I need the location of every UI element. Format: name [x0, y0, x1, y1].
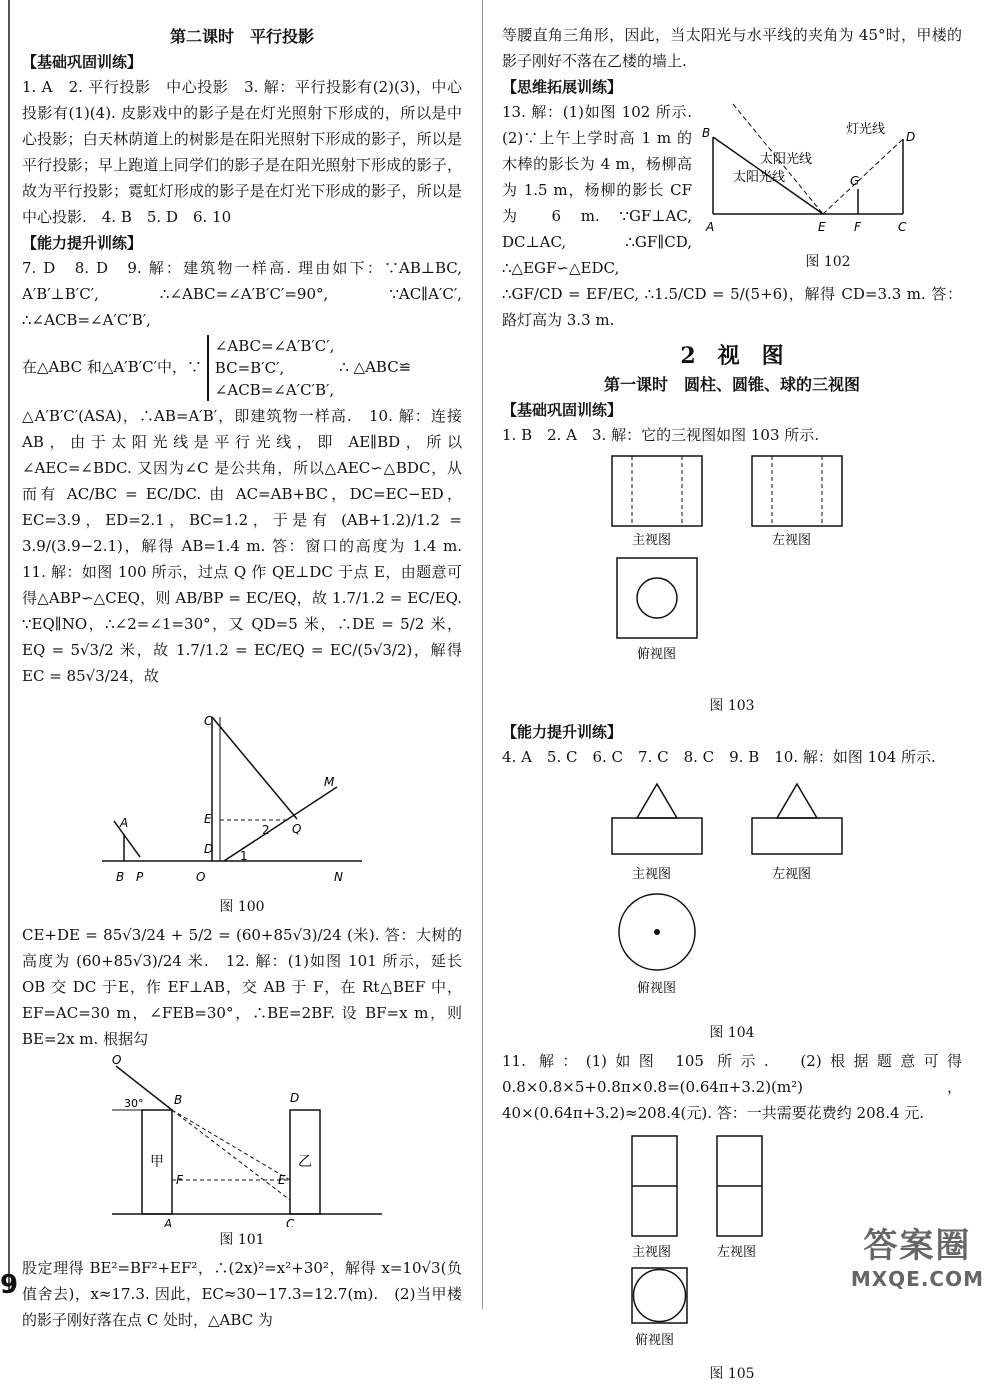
svg-text:1: 1 [240, 849, 248, 863]
angle-label: 30° [124, 1097, 144, 1110]
sun-line-label: 太阳光线 [760, 152, 813, 167]
figure-caption: 图 100 [219, 899, 265, 915]
svg-text:C: C [204, 714, 213, 728]
watermark-title: 答案圈 [863, 1226, 972, 1266]
svg-text:A: A [120, 816, 129, 830]
system-line: BC=B′C′, [214, 359, 285, 377]
figure-caption: 图 104 [709, 1025, 755, 1041]
ability-training-heading: 【能力提升训练】 [22, 234, 143, 252]
svg-text:B: B [702, 126, 711, 140]
svg-text:E: E [818, 220, 826, 234]
answer-paragraph: CE+DE = 85√3/24 + 5/2 = (60+85√3)/24 (米). 答：大树的高度为 (60+85√3)/24 米. 12. 解：(1)如图 101 所示，延长 OB 交 DC 于E，作 EF⊥AB，交 AB 于 F，在 Rt△BEF 中，EF=AC=30 m，∠FEB=30°，∴BE=2BF. 设 BF=x m，则 BE=2x m. 根据勾 [22, 926, 462, 1048]
building-yi-label: 乙 [298, 1154, 312, 1170]
figure-100 [92, 689, 392, 894]
chapter-title: 2 视 图 [680, 343, 784, 369]
system-line: ∠ABC=∠A′B′C′, [214, 337, 335, 355]
figure-caption: 图 101 [219, 1232, 265, 1248]
svg-text:N: N [334, 870, 343, 884]
figure-105 [582, 1126, 882, 1361]
svg-text:O: O [196, 870, 206, 884]
lesson-subtitle: 第一课时 圆柱、圆锥、球的三视图 [603, 375, 860, 394]
answer-paragraph: 股定理得 BE²=BF²+EF²，∴(2x)²=x²+30²，解得 x=10√3(负值舍去)，x≈17.3. 因此，EC≈30−17.3=12.7(m). (2)当甲楼的影子刚好落在点 C 处时，△ABC 为 [22, 1259, 462, 1329]
svg-text:D: D [204, 842, 214, 856]
svg-text:D: D [906, 130, 916, 144]
svg-text:A: A [164, 1217, 173, 1227]
left-column [22, 22, 478, 1333]
svg-text:G: G [850, 174, 860, 188]
watermark [851, 1218, 984, 1291]
expand-training-heading: 【思维拓展训练】 [502, 78, 623, 96]
system-line: ∠ACB=∠A′C′B′, [214, 381, 335, 399]
svg-text:D: D [290, 1091, 300, 1105]
watermark-url: MXQE.COM [850, 1267, 984, 1291]
svg-text:M: M [324, 775, 335, 789]
svg-text:B: B [116, 870, 125, 884]
front-view-label: 主视图 [632, 867, 672, 882]
answer-paragraph: 13. 解：(1)如图 102 所示. (2)∵上午上学时高 1 m 的木棒的影长为 4 m，杨柳高为 1.5 m，杨柳的影长 CF 为 6 m. ∵GF⊥AC, DC⊥AC, ∴GF∥CD, ∴△EGF∽△EDC, [502, 103, 708, 277]
basic-training-heading: 【基础巩固训练】 [502, 401, 623, 419]
top-view-label: 俯视图 [637, 981, 677, 996]
svg-text:Q: Q [292, 822, 302, 836]
system-intro: 在△ABC 和△A′B′C′中，∵ [22, 358, 203, 376]
answer-paragraph: 1. A 2. 平行投影 中心投影 3. 解：平行投影有(2)(3)，中心投影有(1)(4). 皮影戏中的影子是在灯光照射下形成的，所以是中心投影；白天林荫道上的树影是在阳光照射下形成的影子，所以是平行投影；早上跑道上同学们的影子是在阳光照射下形成的影子，故为平行投影；霓虹灯形成的影子是在灯光下形成的影子，所以是中心投影. 4. B 5. D 6. 10 [22, 78, 462, 226]
figure-caption: 图 105 [709, 1366, 755, 1382]
left-view-label: 左视图 [717, 1245, 757, 1260]
section-title: 第二课时 平行投影 [169, 27, 314, 46]
light-line-label: 灯光线 [846, 122, 886, 137]
equation-system [207, 335, 335, 401]
figure-caption: 图 102 [805, 254, 851, 270]
figure-101 [92, 1052, 392, 1227]
sun-line-label: 太阳光线 [733, 170, 786, 185]
left-view-label: 左视图 [772, 867, 812, 882]
answer-paragraph: 11. 解：(1)如图 105 所示. (2)根据题意可得 0.8×0.8×5+0.8π×0.8=(0.64π+3.2)(m²)，40×(0.64π+3.2)≈208.4(元). 答：一共需要花费约 208.4 元. [502, 1052, 962, 1122]
figure-103 [582, 448, 882, 693]
basic-training-heading: 【基础巩固训练】 [22, 53, 143, 71]
right-column [502, 22, 962, 1389]
page-number: 9 [0, 1270, 19, 1300]
answer-paragraph: 等腰直角三角形，因此，当太阳光与水平线的夹角为 45°时，甲楼的影子刚好不落在乙楼的墙上. [502, 26, 962, 70]
svg-text:C: C [286, 1217, 295, 1227]
answer-paragraph: 1. B 2. A 3. 解：它的三视图如图 103 所示. [502, 426, 820, 444]
ability-training-heading: 【能力提升训练】 [502, 723, 623, 741]
figure-102 [698, 99, 958, 249]
front-view-label: 主视图 [632, 1245, 672, 1260]
congruence-system [22, 335, 462, 401]
front-view-label: 主视图 [632, 533, 672, 548]
svg-text:F: F [176, 1173, 183, 1187]
q13-block [502, 99, 962, 281]
figure-caption: 图 103 [709, 698, 755, 714]
answer-paragraph: 7. D 8. D 9. 解：建筑物一样高. 理由如下：∵AB⊥BC, A′B′⊥B′C′, ∴∠ABC=∠A′B′C′=90°, ∵AC∥A′C′, ∴∠ACB=∠A′C′B′, [22, 259, 462, 329]
figure-104 [582, 770, 882, 1020]
svg-text:B: B [174, 1093, 183, 1107]
left-view-label: 左视图 [772, 533, 812, 548]
answer-paragraph: △A′B′C′(ASA)，∴AB=A′B′，即建筑物一样高. 10. 解：连接AB，由于太阳光线是平行光线，即 AE∥BD，所以∠AEC=∠BDC. 又因为∠C 是公共角，所以△AEC∽△BDC，从而有 AC/BC = EC/DC. 由 AC=AB+BC，DC=EC−ED，EC=3.9，ED=2.1，BC=1.2，于是有 (AB+1.2)/1.2 = 3.9/(3.9−2.1)，解得 AB=1.4 m. 答：窗口的高度为 1.4 m. 11. 解：如图 100 所示，过点 Q 作 QE⊥DC 于点 E，由题意可得△ABP∽△CEQ，则 AB/BP = EC/EQ，故 1.7/1.2 = EC/EQ. ∵EQ∥NO，∴∠2=∠1=30°，又 QD=5 米，∴DE = 5/2 米，EQ = 5√3/2 米，故 1.7/1.2 = EC/EQ = EC/(5√3/2)，解得 EC = 85√3/24，故 [22, 407, 478, 685]
svg-text:O: O [112, 1053, 122, 1067]
svg-text:E: E [278, 1173, 286, 1187]
top-view-label: 俯视图 [637, 647, 677, 662]
answer-paragraph: 4. A 5. C 6. C 7. C 8. C 9. B 10. 解：如图 104 所示. [502, 748, 936, 766]
building-jia-label: 甲 [150, 1154, 164, 1170]
answer-paragraph: ∴GF/CD = EF/EC, ∴1.5/CD = 5/(5+6)，解得 CD=3.3 m. 答：路灯高为 3.3 m. [502, 285, 962, 329]
svg-text:2: 2 [262, 823, 270, 837]
svg-text:A: A [706, 220, 715, 234]
svg-text:F: F [854, 220, 861, 234]
left-margin-bar [8, 0, 10, 1290]
column-divider [482, 0, 483, 1309]
svg-text:P: P [136, 870, 144, 884]
system-conclusion: ∴ △ABC≌ [339, 358, 412, 376]
svg-text:C: C [898, 220, 907, 234]
top-view-label: 俯视图 [635, 1333, 675, 1348]
svg-text:E: E [204, 812, 212, 826]
